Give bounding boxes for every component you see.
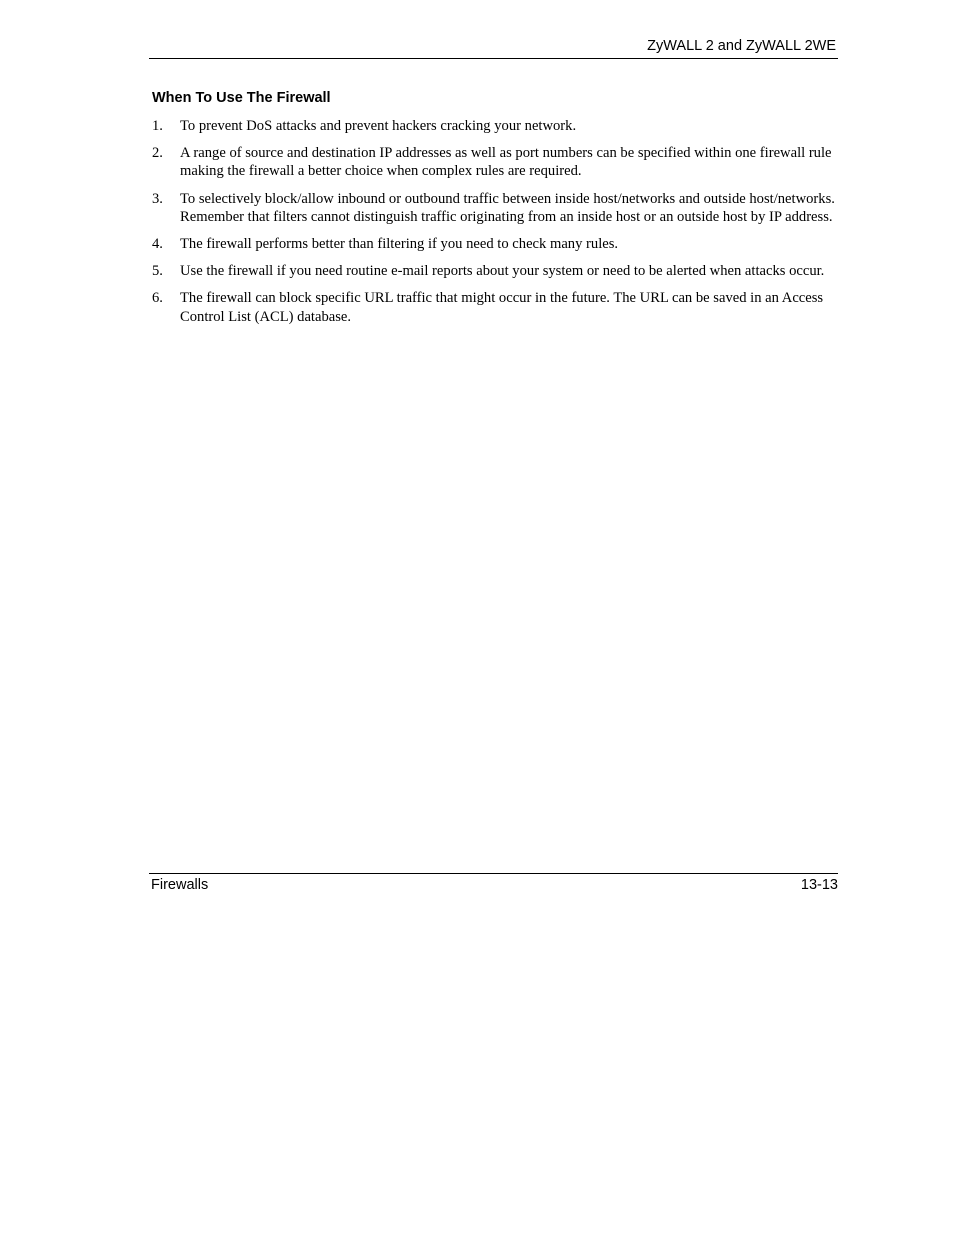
list-item (152, 235, 836, 253)
page-footer (149, 873, 838, 896)
list-item-text: The firewall can block specific URL traffic that might occur in the future. The URL can be saved in an Access Control List (ACL) database. (180, 290, 824, 325)
list-item-number: 6. (152, 290, 163, 307)
header-title: ZyWALL 2 and ZyWALL 2WE (647, 38, 836, 54)
list-item-text: A range of source and destination IP addresses as well as port numbers can be specified within one firewall rule making the firewall a better choice when complex rules are required. (180, 145, 832, 180)
list-item-number: 3. (152, 190, 163, 207)
list-item-text: To prevent DoS attacks and prevent hackers cracking your network. (180, 118, 577, 134)
page-header (149, 36, 838, 59)
footer-chapter: Firewalls (151, 877, 209, 893)
list-item-number: 4. (152, 236, 163, 253)
numbered-list (152, 117, 836, 335)
list-item (152, 144, 836, 180)
list-item-text: Use the firewall if you need routine e-mail reports about your system or need to be alerted when attacks occur. (180, 263, 825, 280)
section-heading: When To Use The Firewall (152, 90, 331, 106)
list-item-number: 5. (152, 263, 163, 280)
list-item-number: 1. (152, 118, 163, 134)
list-item-text: The firewall performs better than filtering if you need to check many rules. (180, 236, 619, 253)
list-item (152, 262, 836, 280)
list-item (152, 117, 836, 135)
list-item-number: 2. (152, 145, 163, 162)
list-item (152, 289, 836, 325)
list-item-text: To selectively block/allow inbound or outbound traffic between inside host/networks and outside host/networks. Remember that filters cannot distinguish traffic originating from an inside host or an outside host by IP address. (180, 190, 835, 225)
footer-page-number: 13-13 (800, 877, 838, 893)
list-item (152, 190, 836, 226)
